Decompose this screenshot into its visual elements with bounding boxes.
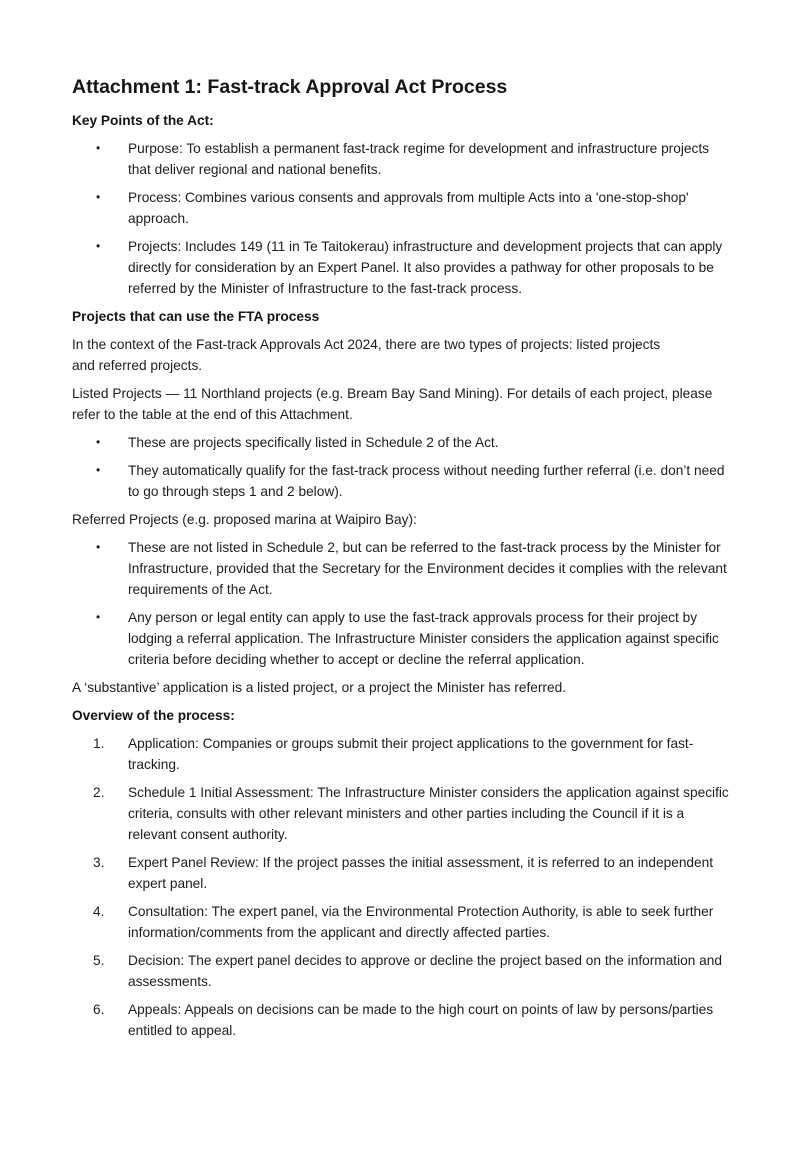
bullet-icon: • — [96, 540, 101, 554]
referred-projects-list — [72, 537, 734, 670]
referred-projects-paragraph: Referred Projects (e.g. proposed marina at Waipiro Bay): — [72, 512, 417, 527]
list-item-text: Appeals: Appeals on decisions can be made to the high court on points of law by persons/parties entitled to appeal. — [128, 1002, 714, 1038]
list-item-text: Process: Combines various consents and approvals from multiple Acts into a 'one-stop-shop' approach. — [128, 190, 689, 226]
list-item-text: Purpose: To establish a permanent fast-track regime for development and infrastructure projects that deliver regional and national benefits. — [128, 141, 709, 177]
list-item-text: Expert Panel Review: If the project passes the initial assessment, it is referred to an independent expert panel. — [128, 855, 714, 891]
list-item — [72, 782, 734, 845]
page-title: Attachment 1: Fast-track Approval Act Process — [72, 76, 508, 98]
list-item — [72, 138, 734, 180]
step-number: 3. — [93, 855, 105, 870]
list-item — [72, 537, 734, 600]
step-number: 6. — [93, 1002, 105, 1017]
section-heading-overview: Overview of the process: — [72, 708, 235, 723]
list-item — [72, 950, 734, 992]
list-item-text: Decision: The expert panel decides to approve or decline the project based on the information and assessments. — [128, 953, 723, 989]
list-item-text: They automatically qualify for the fast-track process without needing further referral (i.e. don’t need to go through steps 1 and 2 below). — [128, 463, 725, 499]
process-steps-list — [72, 733, 734, 1041]
key-points-list — [72, 138, 734, 299]
section-heading-fta-process: Projects that can use the FTA process — [72, 309, 320, 324]
step-number: 5. — [93, 953, 105, 968]
listed-projects-paragraph: Listed Projects — 11 Northland projects (e.g. Bream Bay Sand Mining). For details of each project, please refer to the table at the end of this Attachment. — [72, 386, 713, 422]
list-item — [72, 236, 734, 299]
listed-projects-list — [72, 432, 734, 502]
list-item-text: These are projects specifically listed in Schedule 2 of the Act. — [128, 435, 499, 450]
bullet-icon: • — [96, 610, 101, 624]
step-number: 2. — [93, 785, 105, 800]
list-item — [72, 607, 734, 670]
bullet-icon: • — [96, 463, 101, 477]
list-item-text: Any person or legal entity can apply to use the fast-track approvals process for their project by lodging a referral application. The Infrastructure Minister considers the application against specific criteria before deciding whether to accept or decline the referral application. — [128, 610, 719, 667]
bullet-icon: • — [96, 239, 101, 253]
list-item-text: Schedule 1 Initial Assessment: The Infrastructure Minister considers the application against specific criteria, consults with other relevant ministers and other parties including the Council if it is a relevant consent authority. — [128, 785, 729, 842]
fta-intro-paragraph: In the context of the Fast-track Approvals Act 2024, there are two types of projects: listed projects and referred projects. — [72, 337, 661, 373]
bullet-icon: • — [96, 141, 101, 155]
list-item-text: Projects: Includes 149 (11 in Te Taitokerau) infrastructure and development projects that can apply directly for consideration by an Expert Panel. It also provides a pathway for other proposals to be referred by the Minister of Infrastructure to the fast-track process. — [128, 239, 723, 296]
step-number: 4. — [93, 904, 105, 919]
section-heading-key-points: Key Points of the Act: — [72, 113, 214, 128]
list-item — [72, 852, 734, 894]
list-item — [72, 999, 734, 1041]
step-number: 1. — [93, 736, 105, 751]
list-item-text: Consultation: The expert panel, via the Environmental Protection Authority, is able to seek further information/comments from the applicant and directly affected parties. — [128, 904, 714, 940]
bullet-icon: • — [96, 190, 101, 204]
list-item-text: Application: Companies or groups submit their project applications to the government for fast-tracking. — [128, 736, 694, 772]
list-item — [72, 432, 734, 453]
substantive-note-paragraph: A ‘substantive’ application is a listed project, or a project the Minister has referred. — [72, 680, 567, 695]
list-item — [72, 733, 734, 775]
list-item — [72, 460, 734, 502]
list-item — [72, 187, 734, 229]
bullet-icon: • — [96, 435, 101, 449]
list-item-text: These are not listed in Schedule 2, but can be referred to the fast-track process by the Minister for Infrastructure, provided that the Secretary for the Environment decides it complies with the relevant requirements of the Act. — [128, 540, 727, 597]
list-item — [72, 901, 734, 943]
